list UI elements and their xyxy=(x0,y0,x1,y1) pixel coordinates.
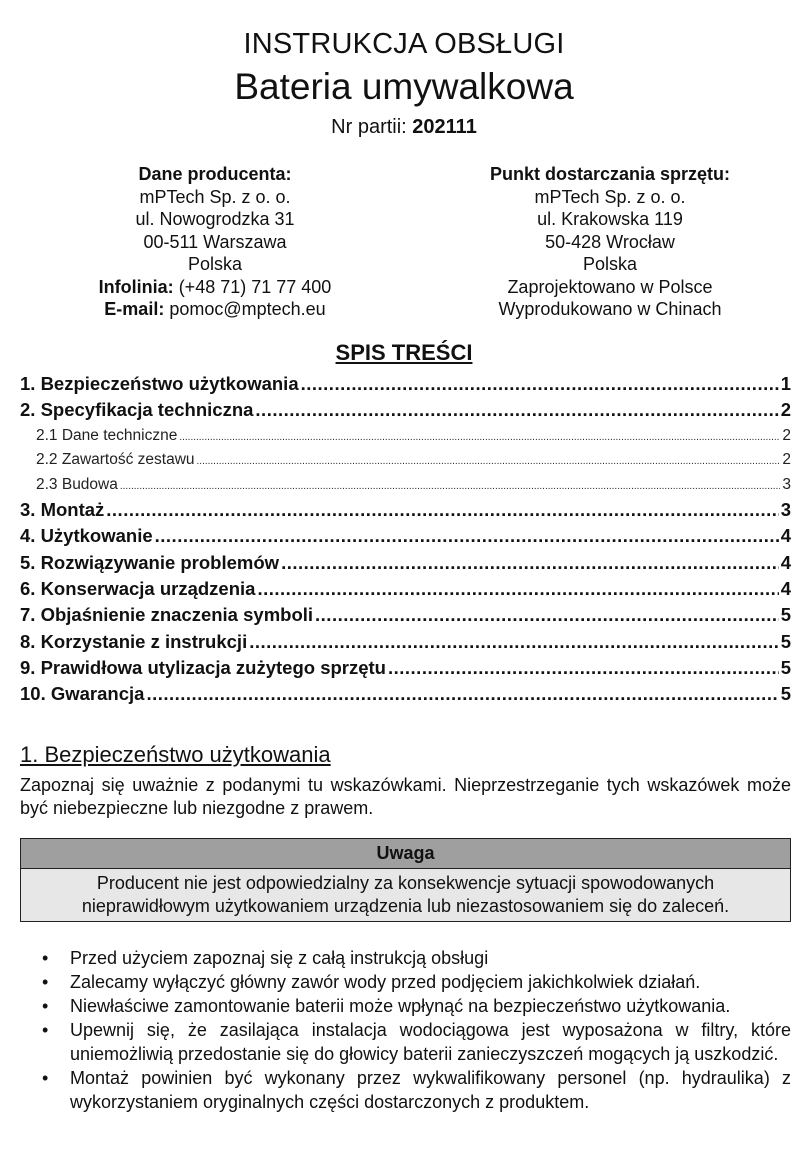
toc-entry-label: 9. Prawidłowa utylizacja zużytego sprzętu xyxy=(20,656,386,678)
hotline-number: (+48 71) 71 77 400 xyxy=(178,276,332,297)
toc-entry xyxy=(20,550,791,576)
toc-entry-page: 2 xyxy=(782,451,791,469)
toc-entry-label: 2.1 Dane techniczne xyxy=(36,426,178,444)
toc-leader-dots xyxy=(388,655,779,681)
producer-country: Polska xyxy=(187,254,243,274)
toc-entry-page: 5 xyxy=(780,656,791,678)
warning-title: Uwaga xyxy=(21,839,790,869)
toc-leader-dots xyxy=(301,371,779,397)
toc-leader-dots xyxy=(249,629,778,655)
toc-entry xyxy=(20,681,791,707)
toc-entry xyxy=(20,497,791,523)
warning-text: Producent nie jest odpowiedzialny za konsekwencje sytuacji spowodowanych nieprawidłowym użytkowaniem urządzenia lub niezastosowaniem się do zaleceń. xyxy=(21,869,790,921)
toc-leader-dots xyxy=(255,397,778,423)
designed-in: Zaprojektowano w Polsce xyxy=(507,276,713,297)
toc-entry-label: 6. Konserwacja urządzenia xyxy=(20,577,256,599)
toc-entry xyxy=(20,523,791,549)
toc-leader-dots xyxy=(197,448,781,475)
toc-entry-label: 8. Korzystanie z instrukcji xyxy=(20,630,248,652)
list-item: • Niewłaściwe zamontowanie baterii może wpłynąć na bezpieczeństwo użytkowania. xyxy=(20,994,791,1018)
toc-entry xyxy=(20,397,791,423)
toc-entry-page: 4 xyxy=(780,551,791,573)
hotline-label: Infolinia: xyxy=(98,276,174,297)
toc-leader-dots xyxy=(281,550,779,576)
toc-subentry xyxy=(20,448,791,473)
delivery-heading: Punkt dostarczania sprzętu: xyxy=(489,164,731,184)
list-item: • Zalecamy wyłączyć główny zawór wody przed podjęciem jakichkolwiek działań. xyxy=(20,970,791,994)
delivery-country: Polska xyxy=(582,254,638,274)
section-1-intro: Zapoznaj się uważnie z podanymi tu wskazówkami. Nieprzestrzeganie tych wskazówek może być niebezpieczne lub niezgodne z prawem. xyxy=(20,775,791,818)
toc-entry-label: 3. Montaż xyxy=(20,499,105,521)
batch-label: Nr partii: xyxy=(331,116,407,138)
safety-bullet-list xyxy=(20,946,791,1114)
producer-street: ul. Nowogrodzka 31 xyxy=(135,209,295,229)
toc-entry-page: 1 xyxy=(780,373,791,394)
producer-email xyxy=(30,298,400,321)
toc-subentry xyxy=(20,473,791,498)
toc-leader-dots xyxy=(146,681,778,707)
toc-entry xyxy=(20,655,791,681)
toc-entry xyxy=(20,629,791,655)
delivery-company: mPTech Sp. z o. o. xyxy=(534,186,686,207)
toc-entry-label: 2.2 Zawartość zestawu xyxy=(36,451,195,469)
toc-subentry xyxy=(20,424,791,449)
toc-entry-label: 2. Specyfikacja techniczna xyxy=(20,399,254,421)
email-address: pomoc@mptech.eu xyxy=(169,299,326,319)
batch-line xyxy=(0,116,808,139)
list-item: • Upewnij się, że zasilająca instalacja wodociągowa jest wyposażona w filtry, które uniemożliwią przedostanie się do głowicy baterii zanieczyszczeń mogących ją uszkodzić. xyxy=(20,1018,791,1066)
toc-leader-dots xyxy=(315,602,779,628)
toc-entry-label: 2.3 Budowa xyxy=(36,475,118,493)
toc-entry-page: 5 xyxy=(780,683,791,705)
toc-entry-label: 7. Objaśnienie znaczenia symboli xyxy=(20,604,314,626)
document-type-title: INSTRUKCJA OBSŁUGI xyxy=(243,28,565,60)
producer-hotline xyxy=(30,276,400,299)
toc-entry-page: 4 xyxy=(780,577,791,599)
toc-entry-page: 5 xyxy=(780,630,791,652)
email-label: E-mail: xyxy=(104,299,165,319)
toc-leader-dots xyxy=(179,424,780,451)
toc-entry-label: 5. Rozwiązywanie problemów xyxy=(20,551,280,573)
toc-entry xyxy=(20,371,791,397)
toc-entry xyxy=(20,576,791,602)
toc-entry-page: 3 xyxy=(782,475,791,493)
toc-entry-page: 4 xyxy=(780,525,791,547)
toc-entry-label: 1. Bezpieczeństwo użytkowania xyxy=(20,373,299,394)
toc-leader-dots xyxy=(257,576,778,602)
toc-entry-page: 3 xyxy=(780,499,791,521)
warning-box xyxy=(20,838,791,922)
toc-leader-dots xyxy=(120,473,781,500)
toc-leader-dots xyxy=(106,497,778,523)
producer-heading: Dane producenta: xyxy=(138,164,292,184)
product-title: Bateria umywalkowa xyxy=(234,66,574,107)
delivery-street: ul. Krakowska 119 xyxy=(537,209,683,229)
toc-leader-dots xyxy=(155,523,779,549)
toc-entry-page: 2 xyxy=(782,426,791,444)
producer-company: mPTech Sp. z o. o. xyxy=(139,186,291,207)
producer-city: 00-511 Warszawa xyxy=(143,231,287,252)
toc-entry-label: 4. Użytkowanie xyxy=(20,525,153,547)
producer-info xyxy=(30,163,400,321)
list-item: • Montaż powinien być wykonany przez wykwalifikowany personel (np. hydraulika) z wykorzystaniem oryginalnych części dostarczonych z produktem. xyxy=(20,1066,791,1114)
made-in: Wyprodukowano w Chinach xyxy=(498,299,722,319)
batch-number: 202111 xyxy=(412,116,477,138)
table-of-contents xyxy=(20,371,791,707)
section-1-title: 1. Bezpieczeństwo użytkowania xyxy=(20,742,331,767)
delivery-info xyxy=(418,163,802,321)
toc-title: SPIS TREŚCI xyxy=(335,340,473,365)
toc-entry xyxy=(20,602,791,628)
toc-entry-label: 10. Gwarancja xyxy=(20,683,145,705)
toc-entry-page: 5 xyxy=(780,604,791,626)
delivery-city: 50-428 Wrocław xyxy=(545,231,675,252)
toc-entry-page: 2 xyxy=(780,399,791,421)
list-item: • Przed użyciem zapoznaj się z całą instrukcją obsługi xyxy=(20,946,791,970)
